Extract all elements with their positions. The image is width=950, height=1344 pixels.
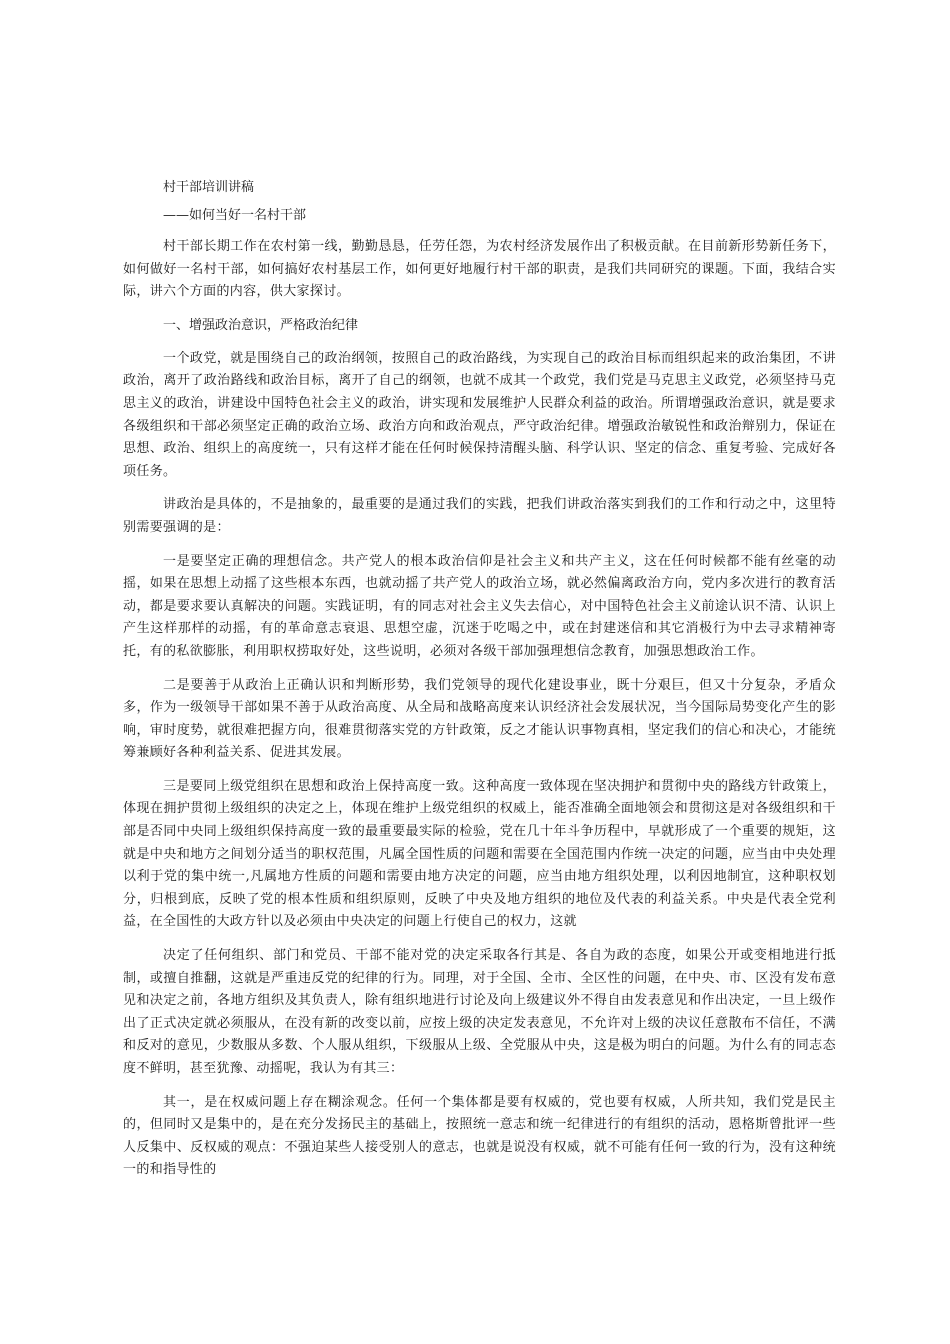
paragraph-intro: 村干部长期工作在农村第一线，勤勤恳恳，任劳任怨，为农村经济发展作出了积极贡献。在目前新形势新任务下，如何做好一名村干部，如何搞好农村基层工作，如何更好地履行村干部的职责，是我们共同研究的课题。下面，我结合实际，讲六个方面的内容，供大家探讨。 (123, 239, 836, 300)
document-title: 村干部培训讲稿 (163, 180, 255, 195)
document-body (123, 236, 836, 1193)
paragraph: 一个政党，就是围绕自己的政治纲领，按照自己的政治路线，为实现自己的政治目标而组织起来的政治集团，不讲政治，离开了政治路线和政治目标，离开了自己的纲领，也就不成其一个政党，我们党是马克思主义政党，必须坚持马克思主义的政治，讲建设中国特色社会主义的政治，讲实现和发展维护人民群众利益的政治。所谓增强政治意识，就是要求各级组织和干部必须坚定正确的政治立场、政治方向和政治观点，严守政治纪律。增强政治敏锐性和政治辩别力，保证在思想、政治、组织上的高度统一，只有这样才能在任何时候保持清醒头脑、科学认识、坚定的信念、重复考验、完成好各项任务。 (123, 350, 836, 479)
paragraph: 其一，是在权威问题上存在糊涂观念。任何一个集体都是要有权威的，党也要有权威，人所共知，我们党是民主的，但同时又是集中的，是在充分发扬民主的基础上，按照统一意志和统一纪律进行的有组织的活动，恩格斯曾批评一些人反集中、反权威的观点：不强迫某些人接受别人的意志，也就是说没有权威，就不可能有任何一致的行为，没有这种统一的和指导性的 (123, 1094, 836, 1178)
paragraph: 二是要善于从政治上正确认识和判断形势，我们党领导的现代化建设事业，既十分艰巨，但又十分复杂，矛盾众多，作为一级领导干部如果不善于从政治高度、从全局和战略高度来认识经济社会发展状况，当今国际局势变化产生的影响，审时度势，就很难把握方向，很难贯彻落实党的方针政策，反之才能认识事物真相，坚定我们的信心和决心，才能统筹兼顾好各种利益关系、促进其发展。 (123, 677, 836, 761)
paragraph: 讲政治是具体的，不是抽象的，最重要的是通过我们的实践，把我们讲政治落实到我们的工作和行动之中，这里特别需要强调的是： (123, 497, 836, 535)
paragraph: 决定了任何组织、部门和党员、干部不能对党的决定采取各行其是、各自为政的态度，如果公开或变相地进行抵制，或擅自推翻，这就是严重违反党的纪律的行为。同理，对于全国、全市、全区性的问题，在中央、市、区没有发布意见和决定之前，各地方组织及其负责人，除有组织地进行讨论及向上级建议外不得自由发表意见和作出决定，一旦上级作出了正式决定就必须服从，在没有新的改变以前，应按上级的决定发表意见，不允许对上级的决议任意散布不信任，不满和反对的意见，少数服从多数、个人服从组织，下级服从上级、全党服从中央，这是极为明白的问题。为什么有的同志态度不鲜明，甚至犹豫、动摇呢，我认为有其三： (123, 948, 836, 1076)
paragraph: 一是要坚定正确的理想信念。共产党人的根本政治信仰是社会主义和共产主义，这在任何时候都不能有丝毫的动摇，如果在思想上动摇了这些根本东西，也就动摇了共产党人的政治立场，就必然偏离政治方向，党内多次进行的教育活动，都是要求要认真解决的问题。实践证明，有的同志对社会主义失去信心，对中国特色社会主义前途认识不清、认识上产生这样那样的动摇，有的革命意志衰退、思想空虚，沉迷于吃喝之中，或在封建迷信和其它消极行为中去寻求精神寄托，有的私欲膨胀，利用职权捞取好处，这些说明，必须对各级干部加强理想信念教育，加强思想政治工作。 (123, 553, 836, 659)
section-heading-1: 一、增强政治意识，严格政治纪律 (163, 317, 359, 333)
paragraph: 三是要同上级党组织在思想和政治上保持高度一致。这种高度一致体现在坚决拥护和贯彻中央的路线方针政策上，体现在拥护贯彻上级组织的决定之上，体现在维护上级党组织的权威上，能否准确全面地领会和贯彻这是对各级组织和干部是否同中央同上级组织保持高度一致的最重要最实际的检验，党在几十年斗争历程中，早就形成了一个重要的规矩，这就是中央和地方之间划分适当的职权范围，凡属全国性质的问题和需要在全国范围内作统一决定的问题，应当由中央处理以利于党的集中统一,凡属地方性质的问题和需要由地方决定的问题，应当由地方组织处理，以利因地制宜，这种职权划分，归根到底，反映了党的根本性质和组织原则，反映了中央及地方组织的地位及代表的利益关系。中央是代表全党利益，在全国性的大政方针以及必须由中央决定的问题上行使自己的权力，这就 (123, 778, 836, 930)
document-subtitle: ——如何当好一名村干部 (163, 208, 307, 223)
